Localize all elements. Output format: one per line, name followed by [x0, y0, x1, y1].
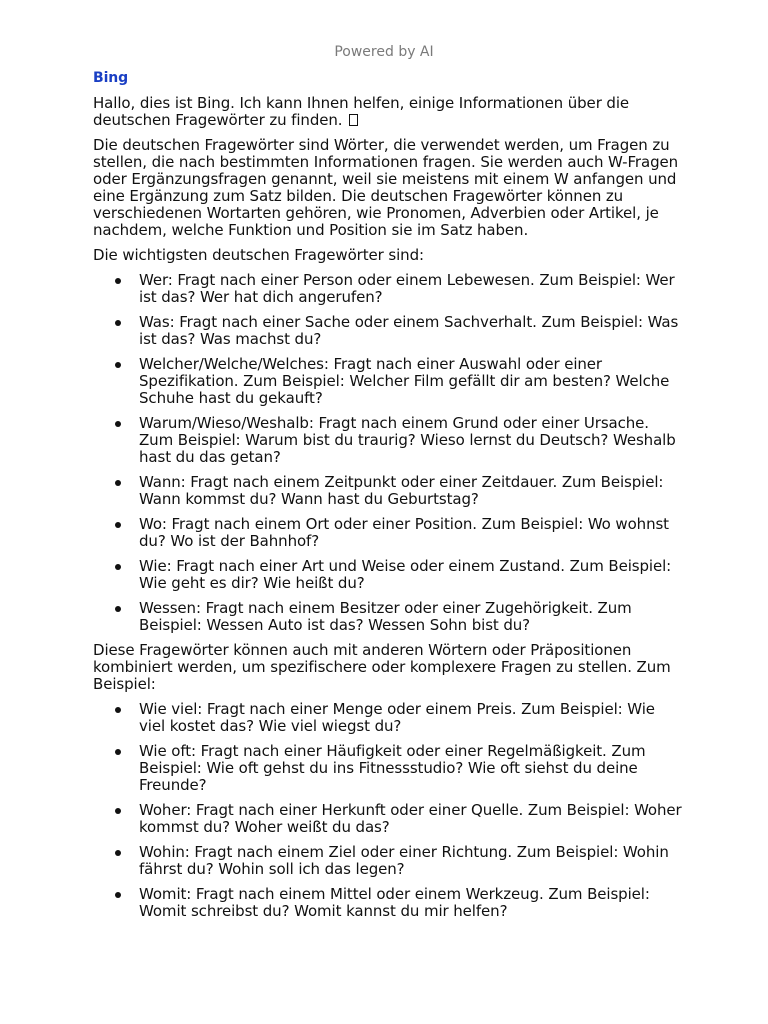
response-content [93, 70, 683, 928]
definition-paragraph: Die deutschen Fragewörter sind Wörter, die verwendet werden, um Fragen zu stellen, die nach bestimmten Informationen fragen. Sie werden auch W-Fragen oder Ergänzungsfragen genannt, weil sie meistens mit einem W anfangen und eine Ergänzung zum Satz bilden. Die deutschen Fragewörter können zu verschiedenen Wortarten gehören, wie Pronomen, Adverbien oder Artikel, je nachdem, welche Funktion und Position sie im Satz haben. [93, 136, 679, 239]
author-name: Bing [93, 70, 129, 86]
question-words-list [93, 272, 683, 634]
main-words-heading: Die wichtigsten deutschen Fragewörter sind: [93, 246, 424, 264]
intro-text: Hallo, dies ist Bing. Ich kann Ihnen helfen, einige Informationen über die deutschen Fragewörter zu finden. [93, 94, 630, 129]
list-item: Wessen: Fragt nach einem Besitzer oder einer Zugehörigkeit. Zum Beispiel: Wessen Auto ist das? Wessen Sohn bist du? [93, 600, 683, 634]
list-item: Warum/Wieso/Weshalb: Fragt nach einem Grund oder einer Ursache. Zum Beispiel: Warum bist du traurig? Wieso lernst du Deutsch? Weshalb hast du das getan? [93, 415, 683, 466]
list-item: Wohin: Fragt nach einem Ziel oder einer Richtung. Zum Beispiel: Wohin fährst du? Wohin soll ich das legen? [93, 844, 683, 878]
list-item: Wie: Fragt nach einer Art und Weise oder einem Zustand. Zum Beispiel: Wie geht es dir? Wie heißt du? [93, 558, 683, 592]
combined-words-list [93, 701, 683, 920]
powered-by-header: Powered by AI [334, 44, 434, 60]
list-item: Wo: Fragt nach einem Ort oder einer Position. Zum Beispiel: Wo wohnst du? Wo ist der Bahnhof? [93, 516, 683, 550]
emoji-placeholder-icon [349, 114, 358, 126]
list-item: Wann: Fragt nach einem Zeitpunkt oder einer Zeitdauer. Zum Beispiel: Wann kommst du? Wann hast du Geburtstag? [93, 474, 683, 508]
list-item: Woher: Fragt nach einer Herkunft oder einer Quelle. Zum Beispiel: Woher kommst du? Woher weißt du das? [93, 802, 683, 836]
list-item: Was: Fragt nach einer Sache oder einem Sachverhalt. Zum Beispiel: Was ist das? Was machst du? [93, 314, 683, 348]
list-item: Womit: Fragt nach einem Mittel oder einem Werkzeug. Zum Beispiel: Womit schreibst du? Womit kannst du mir helfen? [93, 886, 683, 920]
list-item: Wie viel: Fragt nach einer Menge oder einem Preis. Zum Beispiel: Wie viel kostet das? Wie viel wiegst du? [93, 701, 683, 735]
list-item: Wie oft: Fragt nach einer Häufigkeit oder einer Regelmäßigkeit. Zum Beispiel: Wie oft gehst du ins Fitnessstudio? Wie oft siehst du deine Freunde? [93, 743, 683, 794]
combination-paragraph: Diese Fragewörter können auch mit anderen Wörtern oder Präpositionen kombiniert werden, um spezifischere oder komplexere Fragen zu stellen. Zum Beispiel: [93, 641, 671, 693]
intro-paragraph [93, 95, 683, 129]
list-item: Wer: Fragt nach einer Person oder einem Lebewesen. Zum Beispiel: Wer ist das? Wer hat dich angerufen? [93, 272, 683, 306]
list-item: Welcher/Welche/Welches: Fragt nach einer Auswahl oder einer Spezifikation. Zum Beispiel: Welcher Film gefällt dir am besten? Welche Schuhe hast du gekauft? [93, 356, 683, 407]
